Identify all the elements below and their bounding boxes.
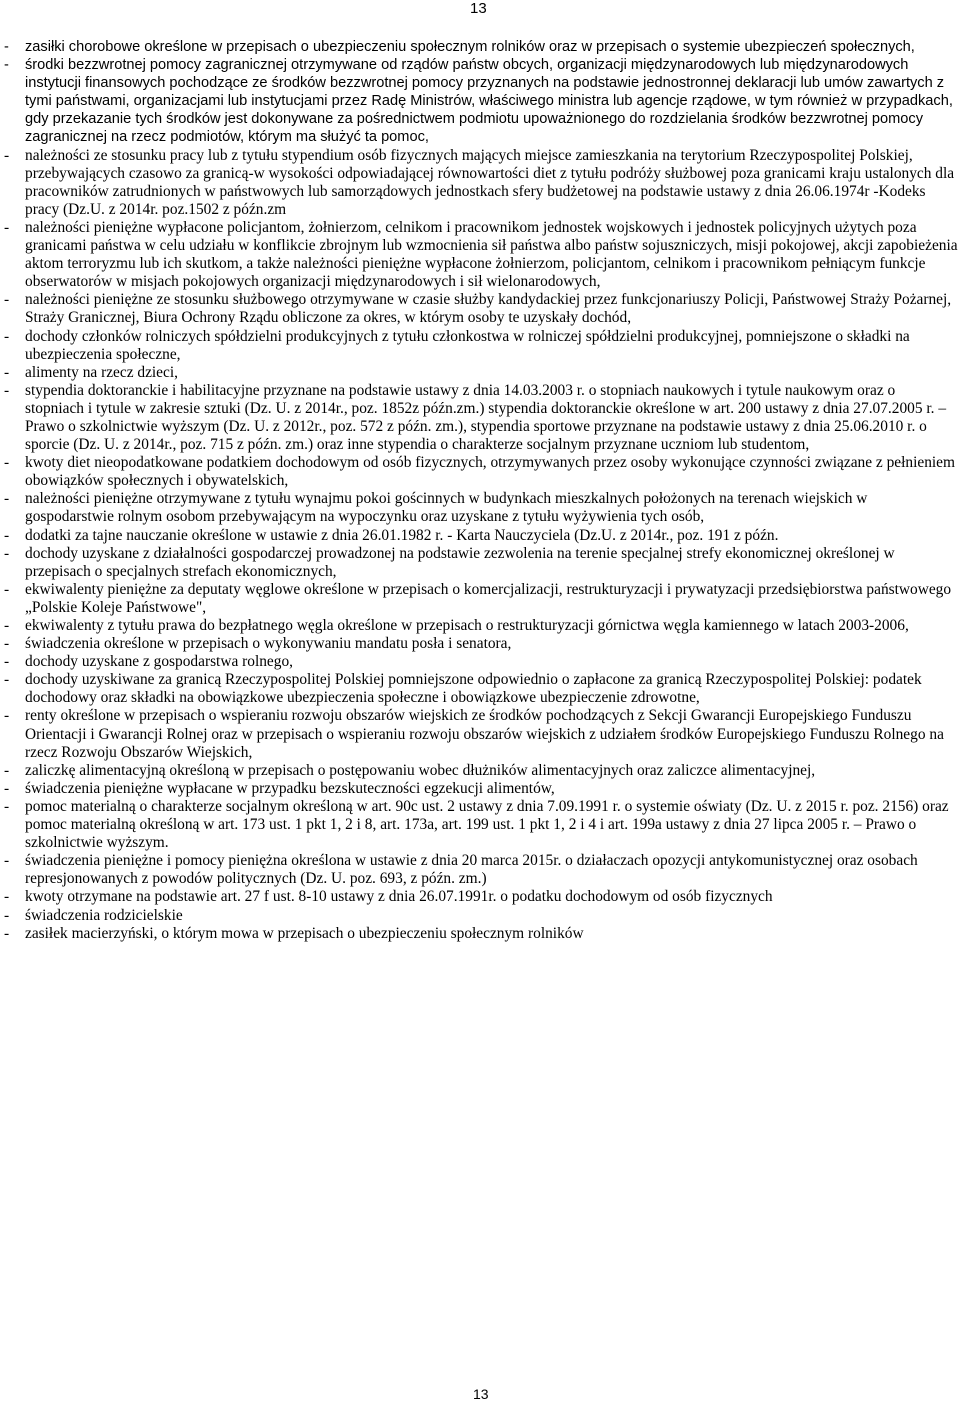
list-item: [0, 653, 958, 671]
list-item-text: dochody uzyskane z działalności gospodarczej prowadzonej na podstawie zezwolenia na terenie specjalnej strefy ekonomicznej określonej w przepisach o specjalnych strefach ekonomicznych,: [25, 544, 895, 580]
list-item: [0, 617, 958, 635]
list-item-text: pomoc materialną o charakterze socjalnym określoną w art. 90c ust. 2 ustawy z dnia 7.09.1991 r. o systemie oświaty (Dz. U. z 2015 r. poz. 2156) oraz pomoc materialną określoną w art. 173 ust. 1 pkt 1, 2 i 8, art. 173a, art. 199 ust. 1 pkt 1, 2 i 4 i art. 199a ustawy z dnia 27 lipca 2005 r. – Prawo o szkolnictwie wyższym.: [25, 797, 949, 852]
list-item: [0, 925, 958, 943]
list-bullet-dash: -: [4, 580, 10, 598]
list-item-text: należności pieniężne wypłacone policjantom, żołnierzom, celnikom i pracownikom jednostek wojskowych i jednostek policyjnych użytych poza granicami państwa w celu udziału w konflikcie zbrojnym lub wzmocnienia sił państwa albo państw sojuszniczych, misji pokojowej, akcji zapobieżenia aktom terroryzmu lub ich skutkom, a także należności pieniężne wypłacone żołnierzom, policjantom, celnikom i pracownikom pełniącym funkcje obserwatorów w misjach pokojowych organizacji międzynarodowych i sił wielonarodowych,: [25, 218, 958, 291]
list-item: [0, 671, 958, 707]
list-item-text: dochody uzyskane z gospodarstwa rolnego,: [25, 653, 293, 671]
list-item: [0, 780, 958, 798]
list-item: [0, 291, 958, 327]
list-item: [0, 56, 958, 146]
list-item-text: dochody uzyskiwane za granicą Rzeczypospolitej Polskiej pomniejszone odpowiednio o zapłacone za granicą Rzeczypospolitej Polskiej: podatek dochodowy oraz składki na obowiązkowe ubezpieczenia społeczne i obowiązkowe ubezpieczenie zdrowotne,: [25, 671, 922, 707]
list-bullet-dash: -: [4, 707, 10, 725]
list-item: [0, 545, 958, 581]
list-bullet-dash: -: [4, 490, 10, 508]
list-item-text: należności pieniężne otrzymywane z tytułu wynajmu pokoi gościnnych w budynkach mieszkalnych położonych na terenach wiejskich w gospodarstwie rolnym osobom przebywającym na wypoczynku oraz uzyskane z tytułu wyżywienia tych osób,: [25, 490, 868, 526]
list-item-text: świadczenia rodzicielskie: [25, 906, 183, 924]
list-item: [0, 581, 958, 617]
list-bullet-dash: -: [4, 797, 10, 815]
list-item: [0, 527, 958, 545]
list-bullet-dash: -: [4, 218, 10, 236]
list-item-text: należności pieniężne ze stosunku służbowego otrzymywane w czasie służby kandydackiej przez funkcjonariuszy Policji, Państwowej Straży Pożarnej, Straży Granicznej, Biura Ochrony Rządu obliczone za okres, w którym osoby te uzyskały dochód,: [25, 291, 952, 327]
list-item-text: ekwiwalenty z tytułu prawa do bezpłatnego węgla określone w przepisach o restrukturyzacji górnictwa węgla kamiennego w latach 2003-2006,: [25, 617, 909, 634]
list-bullet-dash: -: [4, 888, 10, 906]
list-bullet-dash: -: [4, 635, 10, 653]
list-item: [0, 635, 958, 653]
list-bullet-dash: -: [4, 526, 10, 544]
list-item: [0, 490, 958, 526]
list-item: [0, 454, 958, 490]
list-item: [0, 147, 958, 219]
list-item: [0, 219, 958, 291]
list-bullet-dash: -: [4, 146, 10, 164]
list-item-text: renty określone w przepisach o wspieraniu rozwoju obszarów wiejskich ze środków pochodzących z Sekcji Gwarancji Europejskiego Funduszu Orientacji i Gwarancji Rolnej oraz w przepisach o wspieraniu rozwoju obszarów wiejskich z udziałem środków Europejskiego Funduszu Rolnego na rzecz Rozwoju Obszarów Wiejskich,: [25, 707, 944, 761]
list-item-text: zaliczkę alimentacyjną określoną w przepisach o postępowaniu wobec dłużników alimentacyjnych oraz zaliczce alimentacyjnej,: [25, 761, 816, 779]
list-bullet-dash: -: [4, 852, 10, 870]
list-bullet-dash: -: [4, 924, 10, 942]
list-item-text: dodatki za tajne nauczanie określone w ustawie z dnia 26.01.1982 r. - Karta Nauczyciela (Dz.U. z 2014r., poz. 191 z późn.: [25, 526, 779, 544]
list-bullet-dash: -: [4, 617, 10, 634]
list-bullet-dash: -: [4, 454, 10, 472]
list-item-text: kwoty diet nieopodatkowane podatkiem dochodowym od osób fizycznych, otrzymywanych przez osoby wykonujące czynności związane z pełnieniem obowiązków społecznych i obywatelskich,: [25, 454, 955, 490]
list-bullet-dash: -: [4, 761, 10, 779]
list-item: [0, 888, 958, 906]
list-item-text: świadczenia określone w przepisach o wykonywaniu mandatu posła i senatora,: [25, 635, 512, 653]
list-item: [0, 707, 958, 761]
list-item: [0, 38, 958, 56]
list-item-text: należności ze stosunku pracy lub z tytułu stypendium osób fizycznych mających miejsce zamieszkania na terytorium Rzeczypospolitej Polskiej, przebywających czasowo za granicą-w wysokości odpowiadającej równowartości diet z tytułu podróży służbowej poza granicami kraju ustalonych dla pracowników zatrudnionych w państwowych lub samorządowych jednostkach sfery budżetowej na podstawie ustawy z dnia 26.06.1974r -Kodeks pracy (Dz.U. z 2014r. poz.1502 z późn.zm: [25, 146, 955, 218]
list-item-text: zasiłki chorobowe określone w przepisach o ubezpieczeniu społecznym rolników oraz w przepisach o systemie ubezpieczeń społecznych,: [25, 39, 915, 55]
list-bullet-dash: -: [4, 779, 10, 797]
list-bullet-dash: -: [4, 363, 10, 381]
list-bullet-dash: -: [4, 653, 10, 671]
list-bullet-dash: -: [4, 544, 10, 562]
list-item: [0, 364, 958, 382]
list-item-text: kwoty otrzymane na podstawie art. 27 f ust. 8-10 ustawy z dnia 26.07.1991r. o podatku dochodowym od osób fizycznych: [25, 888, 773, 906]
list-item: [0, 852, 958, 888]
list-item: [0, 328, 958, 364]
list-item: [0, 762, 958, 780]
list-bullet-dash: -: [4, 291, 10, 309]
list-item-text: środki bezzwrotnej pomocy zagranicznej otrzymywane od rządów państw obcych, organizacji międzynarodowych lub międzynarodowych instytucji finansowych pochodzące ze środków bezzwrotnej pomocy przyznanych na podstawie jednostronnej deklaracji lub umów zawartych z tymi państwami, organizacjami lub instytucjami przez Radę Ministrów, właściwego ministra lub agencje rządowe, w tym również w przypadkach, gdy przekazanie tych środków jest dokonywane za pośrednictwem podmiotu upoważnionego do rozdzielania środków bezzwrotnej pomocy zagranicznej na rzecz podmiotów, którym ma służyć ta pomoc,: [25, 57, 953, 146]
list-item-text: świadczenia pieniężne wypłacane w przypadku bezskuteczności egzekucji alimentów,: [25, 779, 555, 797]
list-bullet-dash: -: [4, 327, 10, 345]
page-number-top: 13: [470, 0, 487, 17]
list-item-text: alimenty na rzecz dzieci,: [25, 363, 178, 381]
list-item-text: ekwiwalenty pieniężne za deputaty węglowe określone w przepisach o komercjalizacji, restrukturyzacji i prywatyzacji przedsiębiorstwa państwowego „Polskie Koleje Państwowe",: [25, 580, 952, 616]
list-bullet-dash: -: [4, 39, 9, 55]
list-item: [0, 907, 958, 925]
list-item: [0, 382, 958, 454]
income-list: [0, 38, 958, 943]
list-bullet-dash: -: [4, 671, 10, 689]
list-item-text: dochody członków rolniczych spółdzielni produkcyjnych z tytułu członkostwa w rolniczej spółdzielni produkcyjnej, pomniejszone o składki na ubezpieczenia społeczne,: [25, 327, 910, 363]
list-item-text: zasiłek macierzyński, o którym mowa w przepisach o ubezpieczeniu społecznym rolników: [25, 924, 584, 942]
list-bullet-dash: -: [4, 381, 10, 399]
list-item-text: świadczenia pieniężne i pomocy pieniężna określona w ustawie z dnia 20 marca 2015r. o działaczach opozycji antykomunistycznej oraz osobach represjonowanych z powodów politycznych (Dz. U. poz. 693, z późn. zm.): [25, 852, 918, 888]
list-bullet-dash: -: [4, 906, 10, 924]
list-item-text: stypendia doktoranckie i habilitacyjne przyznane na podstawie ustawy z dnia 14.03.2003 r. o stopniach naukowych i tytule naukowym oraz o stopniach i tytule w zakresie sztuki (Dz. U. z 2014r., poz. 1852z późn.zm.) stypendia doktoranckie określone w art. 200 ustawy z dnia 27.07.2005 r. – Prawo o szkolnictwie wyższym (Dz. U. z 2012r., poz. 572 z późn. zm.), stypendia sportowe przyznane na podstawie ustawy z dnia 25.06.2010 r. o sporcie (Dz. U. z 2014r., poz. 715 z późn. zm.) oraz inne stypendia o charakterze socjalnym przyznane uczniom lub studentom,: [25, 381, 947, 454]
list-bullet-dash: -: [4, 57, 9, 74]
page-number-bottom: 13: [473, 1386, 489, 1402]
list-item: [0, 798, 958, 852]
